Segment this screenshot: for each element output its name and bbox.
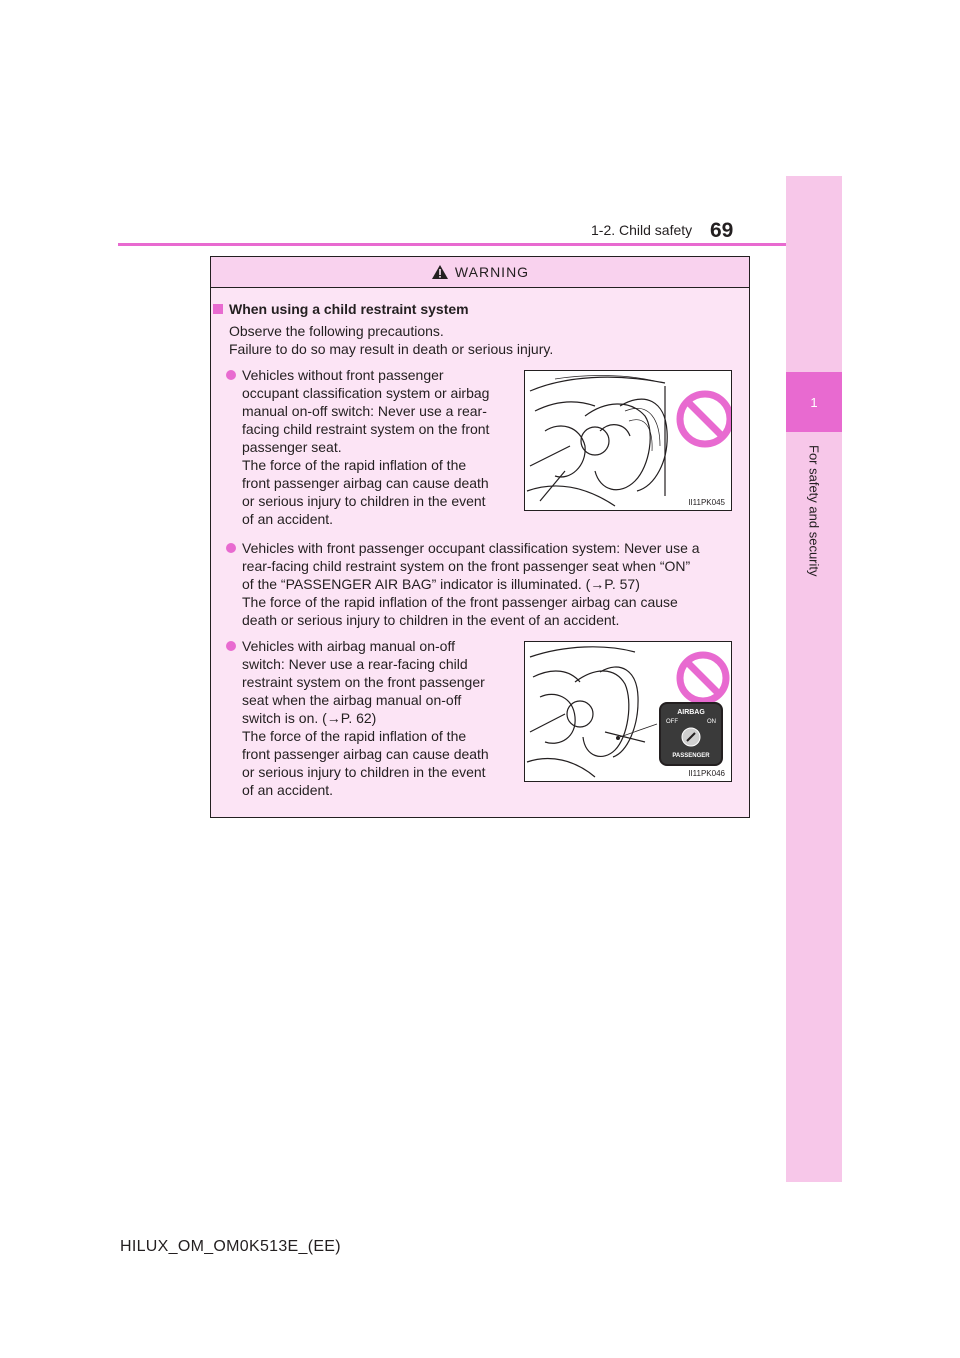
warning-header (211, 257, 749, 288)
square-bullet-icon (213, 304, 223, 314)
figure-airbag-switch-on-prohibited (524, 641, 732, 782)
page-number: 69 (710, 219, 734, 242)
switch-label-off: OFF (666, 719, 678, 725)
intro-line-2: Failure to do so may result in death or serious injury. (229, 341, 554, 357)
bullet-with-occupant-system: Vehicles with front passenger occupant classification system: Never use a rear-facing child restraint system on the front passenger seat when “ON” of the “PASSENGER AIR BAG” indicator is illuminated. (→P. 57) The force of the rapid inflation of the front passenger airbag can cause death or serious injury to children in the event of an accident. (242, 539, 742, 629)
bullet-dot-icon (226, 370, 236, 380)
switch-label-bottom: PASSENGER (672, 753, 710, 759)
airbag-switch-panel (659, 702, 723, 766)
side-tab (786, 176, 842, 1182)
warning-heading: When using a child restraint system (213, 301, 469, 317)
warning-title: WARNING (454, 264, 530, 280)
figure-rear-facing-seat-prohibited (524, 370, 732, 511)
chapter-number-tab[interactable]: 1 (786, 372, 842, 432)
section-title: 1-2. Child safety (591, 222, 693, 238)
bullet-dot-icon (226, 543, 236, 553)
bullet-with-manual-switch: Vehicles with airbag manual on-off switch: Never use a rear-facing child restraint system on the front passenger seat when the airbag manual on-off switch is on. (→P. 62) The force of the rapid inflation of the front passenger airbag can cause death or serious injury to children in the event of an accident. (242, 637, 514, 799)
intro-line-1: Observe the following precautions. (229, 323, 444, 339)
warning-triangle-icon (431, 264, 449, 280)
prohibited-icon (675, 650, 731, 706)
bullet-dot-icon (226, 641, 236, 651)
switch-label-top: AIRBAG (677, 709, 705, 716)
header-rule (118, 243, 786, 246)
switch-label-on: ON (707, 719, 716, 725)
chapter-label: For safety and security (806, 445, 822, 577)
prohibited-icon (675, 389, 732, 449)
document-id: HILUX_OM_OM0K513E_(EE) (120, 1238, 341, 1255)
key-cylinder-icon (680, 726, 702, 748)
bullet-without-occupant-system: Vehicles without front passenger occupant classification system or airbag manual on-off switch: Never use a rear- facing child restraint system on the front passenger seat. The force of the rapid inflation of the front passenger airbag can cause death or serious injury to children in the event of an accident. (242, 366, 514, 528)
figure-code: II11PK046 (688, 769, 725, 778)
figure-code: II11PK045 (688, 498, 725, 507)
